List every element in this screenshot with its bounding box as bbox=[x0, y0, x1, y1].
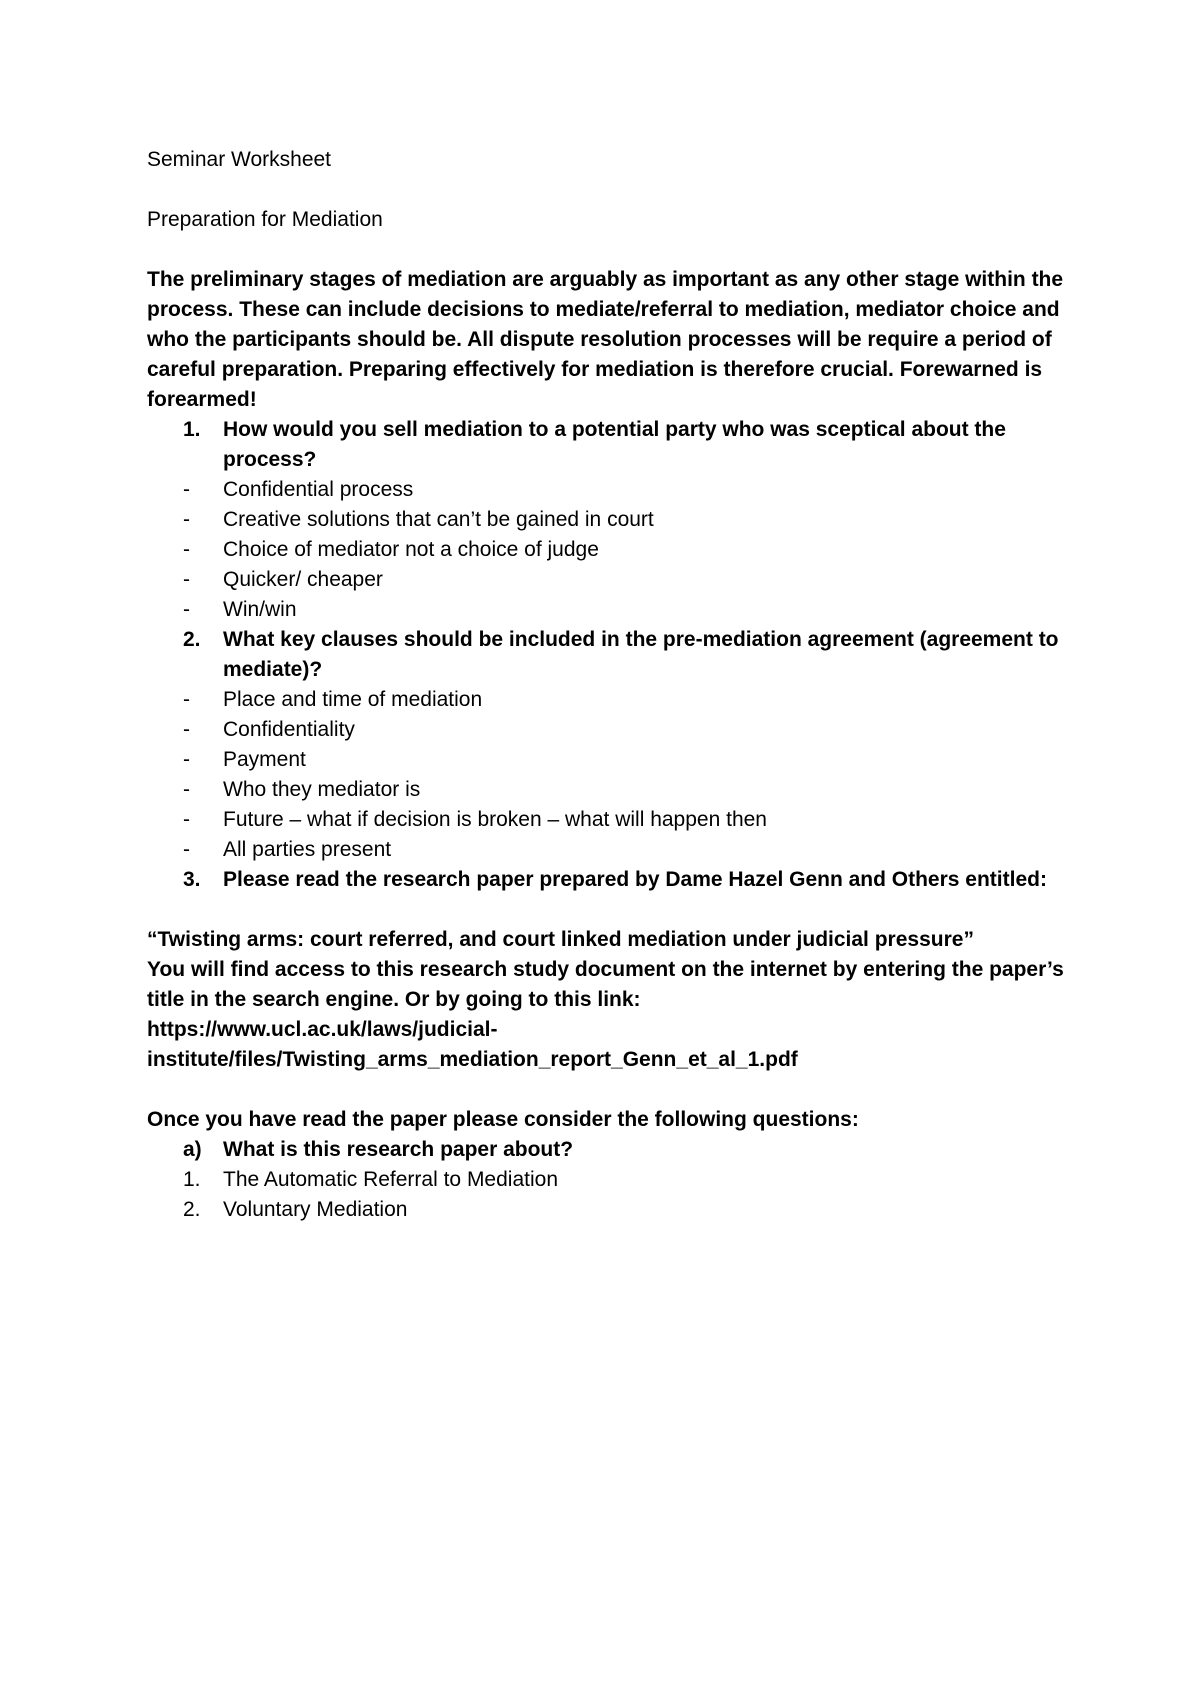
question-2 bbox=[147, 625, 1067, 685]
question-1-text: How would you sell mediation to a potential party who was sceptical about the process? bbox=[223, 418, 1006, 471]
paper-title: “Twisting arms: court referred, and court linked mediation under judicial pressure” bbox=[147, 928, 974, 951]
document-subtitle: Preparation for Mediation bbox=[147, 208, 383, 231]
question-1-number: 1. bbox=[183, 418, 201, 441]
question-3-text: Please read the research paper prepared by Dame Hazel Genn and Others entitled: bbox=[223, 868, 1047, 891]
consider-instruction: Once you have read the paper please consider the following questions: bbox=[147, 1108, 859, 1131]
list-item: - Place and time of mediation bbox=[183, 688, 483, 711]
list-item: - Creative solutions that can’t be gained in court bbox=[183, 508, 654, 531]
question-a bbox=[147, 1135, 1067, 1165]
document-title: Seminar Worksheet bbox=[147, 148, 332, 171]
question-2-number: 2. bbox=[183, 628, 201, 651]
list-item: - Choice of mediator not a choice of judge bbox=[183, 538, 599, 561]
question-2-answers bbox=[147, 685, 1067, 865]
access-instructions: You will find access to this research study document on the internet by entering the paper’s title in the search engine. Or by going to this link: bbox=[147, 958, 1064, 1011]
list-item: - All parties present bbox=[183, 838, 392, 861]
about-item-1 bbox=[147, 1165, 1067, 1195]
list-item: - Payment bbox=[183, 748, 306, 771]
about-item-2-text: Voluntary Mediation bbox=[223, 1198, 408, 1221]
list-item: - Confidential process bbox=[183, 478, 414, 501]
list-item: - Quicker/ cheaper bbox=[183, 568, 383, 591]
question-2-text: What key clauses should be included in the pre-mediation agreement (agreement to mediate)? bbox=[223, 628, 1059, 681]
list-item: - Who they mediator is bbox=[183, 778, 421, 801]
worksheet-page bbox=[147, 145, 1067, 1225]
about-item-1-text: The Automatic Referral to Mediation bbox=[223, 1168, 558, 1191]
question-a-text: What is this research paper about? bbox=[223, 1138, 574, 1161]
list-item: - Future – what if decision is broken – what will happen then bbox=[183, 808, 767, 831]
about-item-1-number: 1. bbox=[183, 1168, 201, 1191]
paper-reference bbox=[147, 925, 1067, 1075]
about-item-2 bbox=[147, 1195, 1067, 1225]
question-3-number: 3. bbox=[183, 868, 201, 891]
paper-link-line-1[interactable]: https://www.ucl.ac.uk/laws/judicial- bbox=[147, 1018, 498, 1041]
question-a-label: a) bbox=[183, 1138, 202, 1161]
question-3 bbox=[147, 865, 1067, 895]
paper-link-line-2[interactable]: institute/files/Twisting_arms_mediation_report_Genn_et_al_1.pdf bbox=[147, 1048, 798, 1071]
list-item: - Confidentiality bbox=[183, 718, 355, 741]
question-1-answers bbox=[147, 475, 1067, 625]
question-1 bbox=[147, 415, 1067, 475]
about-item-2-number: 2. bbox=[183, 1198, 201, 1221]
intro-paragraph: The preliminary stages of mediation are arguably as important as any other stage within the process. These can include decisions to mediate/referral to mediation, mediator choice and who the participants should be. All dispute resolution processes will be require a period of careful preparation. Preparing effectively for mediation is therefore crucial. Forewarned is forearmed! bbox=[147, 268, 1064, 411]
list-item: - Win/win bbox=[183, 598, 297, 621]
